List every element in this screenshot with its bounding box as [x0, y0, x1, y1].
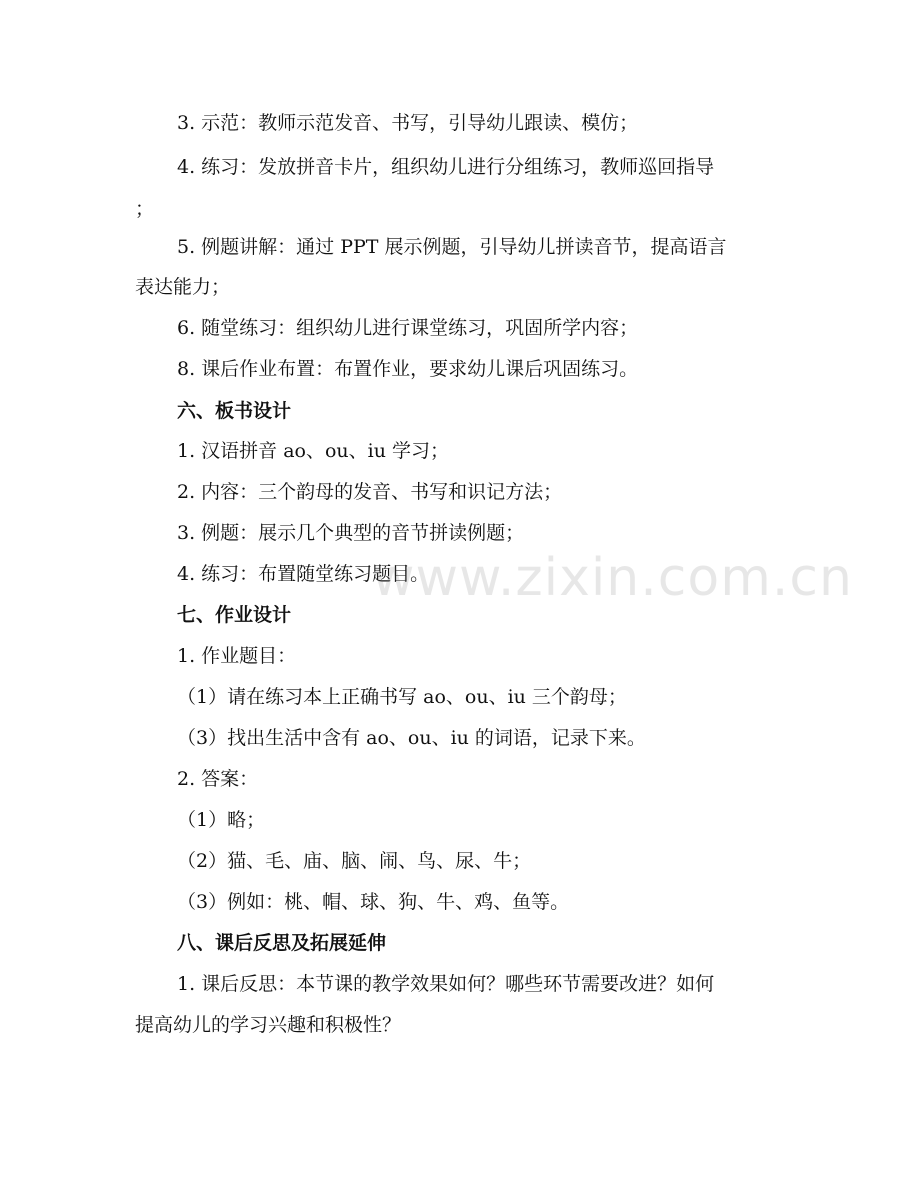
answer-1: （1）略； — [177, 809, 266, 831]
blackboard-item-1: 1. 汉语拼音 ao、ou、iu 学习； — [177, 440, 450, 462]
answer-2: （2）猫、毛、庙、脑、闹、鸟、尿、牛； — [177, 850, 532, 872]
step-8-homework-assignment: 8. 课后作业布置：布置作业，要求幼儿课后巩固练习。 — [177, 358, 639, 380]
answer-3: （3）例如：桃、帽、球、狗、牛、鸡、鱼等。 — [177, 891, 570, 913]
homework-question-1: （1）请在练习本上正确书写 ao、ou、iu 三个韵母； — [177, 686, 627, 708]
step-4-practice-continued: ； — [135, 198, 155, 220]
step-4-practice: 4. 练习：发放拼音卡片，组织幼儿进行分组练习，教师巡回指导 — [177, 156, 715, 178]
answers-heading: 2. 答案： — [177, 768, 259, 790]
blackboard-item-3: 3. 例题：展示几个典型的音节拼读例题； — [177, 522, 525, 544]
homework-item-1: 1. 作业题目： — [177, 645, 297, 667]
section-heading-homework-design: 七、作业设计 — [177, 604, 292, 626]
homework-question-3: （3）找出生活中含有 ao、ou、iu 的词语，记录下来。 — [177, 727, 646, 749]
step-5-example-explanation-continued: 表达能力； — [135, 276, 231, 298]
blackboard-item-2: 2. 内容：三个韵母的发音、书写和识记方法； — [177, 481, 563, 503]
watermark: www.zixin.com.cn — [372, 548, 853, 608]
reflection-item-1: 1. 课后反思：本节课的教学效果如何？哪些环节需要改进？如何 — [177, 973, 715, 995]
section-heading-reflection: 八、课后反思及拓展延伸 — [177, 932, 387, 954]
reflection-item-1-continued: 提高幼儿的学习兴趣和积极性？ — [135, 1014, 402, 1036]
step-3-demonstration: 3. 示范：教师示范发音、书写，引导幼儿跟读、模仿； — [177, 112, 639, 134]
step-6-in-class-practice: 6. 随堂练习：组织幼儿进行课堂练习，巩固所学内容； — [177, 317, 639, 339]
section-heading-blackboard-design: 六、板书设计 — [177, 400, 292, 422]
step-5-example-explanation: 5. 例题讲解：通过 PPT 展示例题，引导幼儿拼读音节，提高语言 — [177, 236, 727, 258]
blackboard-item-4: 4. 练习：布置随堂练习题目。 — [177, 563, 430, 585]
